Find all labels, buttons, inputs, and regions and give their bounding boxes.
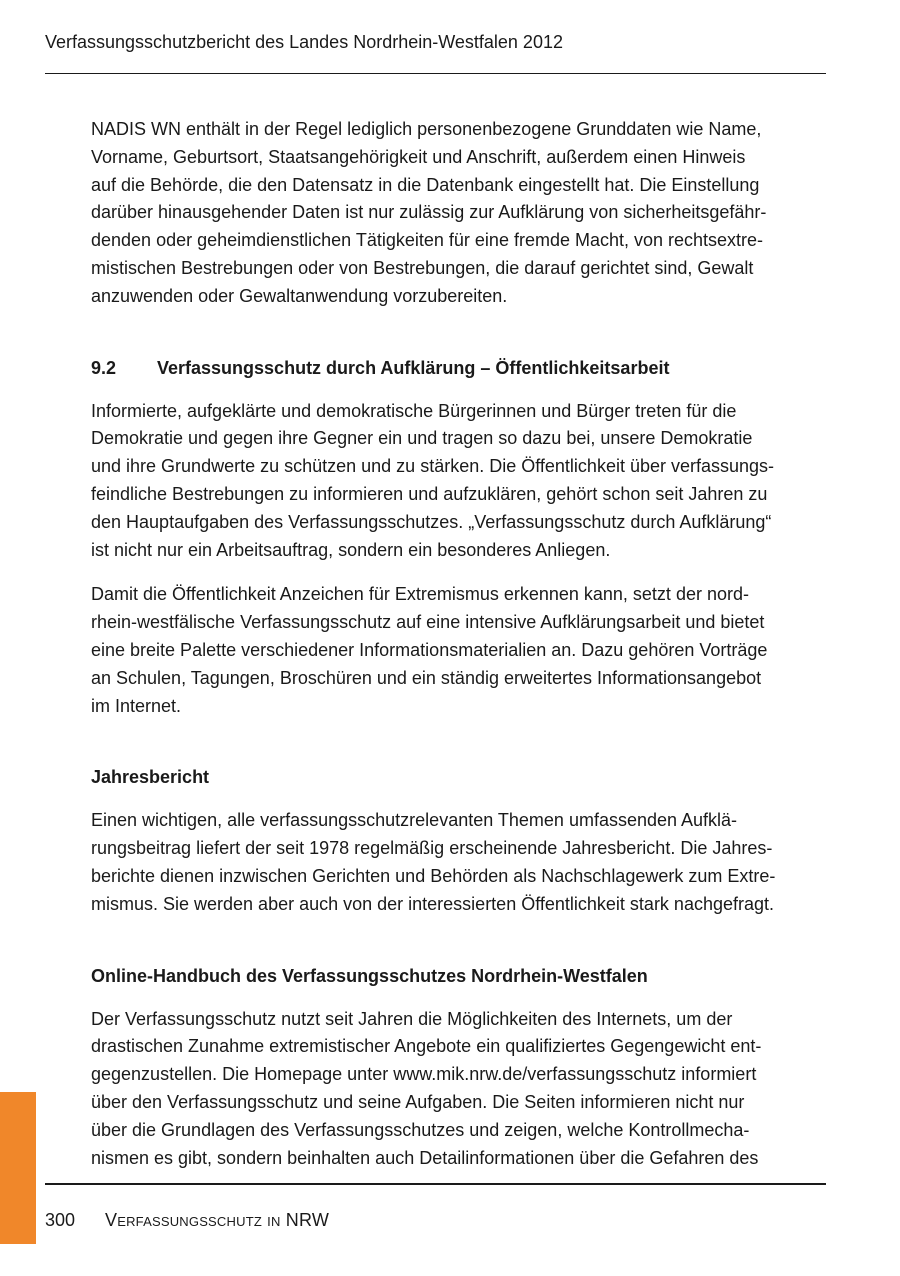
text-line: an Schulen, Tagungen, Broschüren und ein ständig erweitertes Informationsangebot — [91, 667, 762, 688]
text-line: über die Grundlagen des Verfassungsschutzes und zeigen, welche Kontrollmecha- — [91, 1119, 750, 1140]
chapter-color-tab — [0, 1092, 36, 1244]
page-content — [91, 116, 831, 1189]
paragraph-informierte — [91, 398, 831, 565]
paragraph-nadis — [91, 116, 831, 311]
text-line: über den Verfassungsschutz und seine Aufgaben. Die Seiten informieren nicht nur — [91, 1091, 745, 1112]
text-line: Demokratie und gegen ihre Gegner ein und tragen so dazu bei, unsere Demokratie — [91, 428, 753, 449]
text-line: Informierte, aufgeklärte und demokratische Bürgerinnen und Bürger treten für die — [91, 400, 737, 421]
paragraph-oeffentlichkeit — [91, 581, 831, 720]
paragraph-online-handbuch — [91, 1006, 831, 1173]
footer-rule — [45, 1183, 826, 1185]
text-line: Der Verfassungsschutz nutzt seit Jahren die Möglichkeiten des Internets, um der — [91, 1008, 733, 1029]
text-line: feindliche Bestrebungen zu informieren und aufzuklären, gehört schon seit Jahren zu — [91, 483, 768, 504]
text-line: auf die Behörde, die den Datensatz in die Datenbank eingestellt hat. Die Einstellung — [91, 174, 760, 195]
text-line: berichte dienen inzwischen Gerichten und Behörden als Nachschlagewerk zum Extre- — [91, 865, 776, 886]
paragraph-jahresbericht — [91, 807, 831, 918]
text-line: den Hauptaufgaben des Verfassungsschutzes. „Verfassungsschutz durch Aufklärung“ — [91, 511, 772, 532]
text-line: drastischen Zunahme extremistischer Angebote ein qualifiziertes Gegengewicht ent- — [91, 1036, 762, 1057]
text-line: darüber hinausgehender Daten ist nur zulässig zur Aufklärung von sicherheitsgefähr- — [91, 202, 767, 223]
section-heading — [91, 355, 831, 382]
text-line: anzuwenden oder Gewaltanwendung vorzubereiten. — [91, 285, 508, 306]
text-line: rhein-westfälische Verfassungsschutz auf eine intensive Aufklärungsarbeit und bietet — [91, 612, 765, 633]
section-title: Verfassungsschutz durch Aufklärung – Öffentlichkeitsarbeit — [157, 357, 670, 378]
header-rule — [45, 73, 826, 74]
text-line: Vorname, Geburtsort, Staatsangehörigkeit und Anschrift, außerdem einen Hinweis — [91, 146, 746, 167]
text-line: Einen wichtigen, alle verfassungsschutzrelevanten Themen umfassenden Aufklä- — [91, 810, 738, 831]
text-line: Damit die Öffentlichkeit Anzeichen für Extremismus erkennen kann, setzt der nord- — [91, 584, 749, 605]
page-number: 300 — [45, 1210, 76, 1230]
text-line: NADIS WN enthält in der Regel lediglich personenbezogene Grunddaten wie Name, — [91, 119, 762, 139]
section-number: 9.2 — [91, 357, 117, 378]
running-head: Verfassungsschutzbericht des Landes Nordrhein-Westfalen 2012 — [45, 32, 563, 52]
text-line: im Internet. — [91, 695, 182, 716]
text-line: eine breite Palette verschiedener Informationsmaterialien an. Dazu gehören Vorträge — [91, 639, 768, 660]
text-line: ist nicht nur ein Arbeitsauftrag, sondern ein besonderes Anliegen. — [91, 539, 611, 560]
text-line: gegenzustellen. Die Homepage unter www.mik.nrw.de/verfassungsschutz informiert — [91, 1064, 757, 1085]
chapter-title: Verfassungsschutz in NRW — [105, 1210, 330, 1230]
subheading-online-handbuch: Online-Handbuch des Verfassungsschutzes Nordrhein-Westfalen — [91, 965, 648, 986]
text-line: mistischen Bestrebungen oder von Bestrebungen, die darauf gerichtet sind, Gewalt — [91, 257, 754, 278]
text-line: rungsbeitrag liefert der seit 1978 regelmäßig erscheinende Jahresbericht. Die Jahres- — [91, 838, 773, 859]
text-line: mismus. Sie werden aber auch von der interessierten Öffentlichkeit stark nachgefragt. — [91, 893, 775, 914]
text-line: denden oder geheimdienstlichen Tätigkeiten für eine fremde Macht, von rechtsextre- — [91, 230, 764, 251]
subheading-jahresbericht: Jahresbericht — [91, 767, 210, 788]
page-footer — [45, 1209, 329, 1231]
text-line: nismen es gibt, sondern beinhalten auch Detailinformationen über die Gefahren des — [91, 1147, 759, 1168]
text-line: und ihre Grundwerte zu schützen und zu stärken. Die Öffentlichkeit über verfassungs- — [91, 456, 775, 477]
